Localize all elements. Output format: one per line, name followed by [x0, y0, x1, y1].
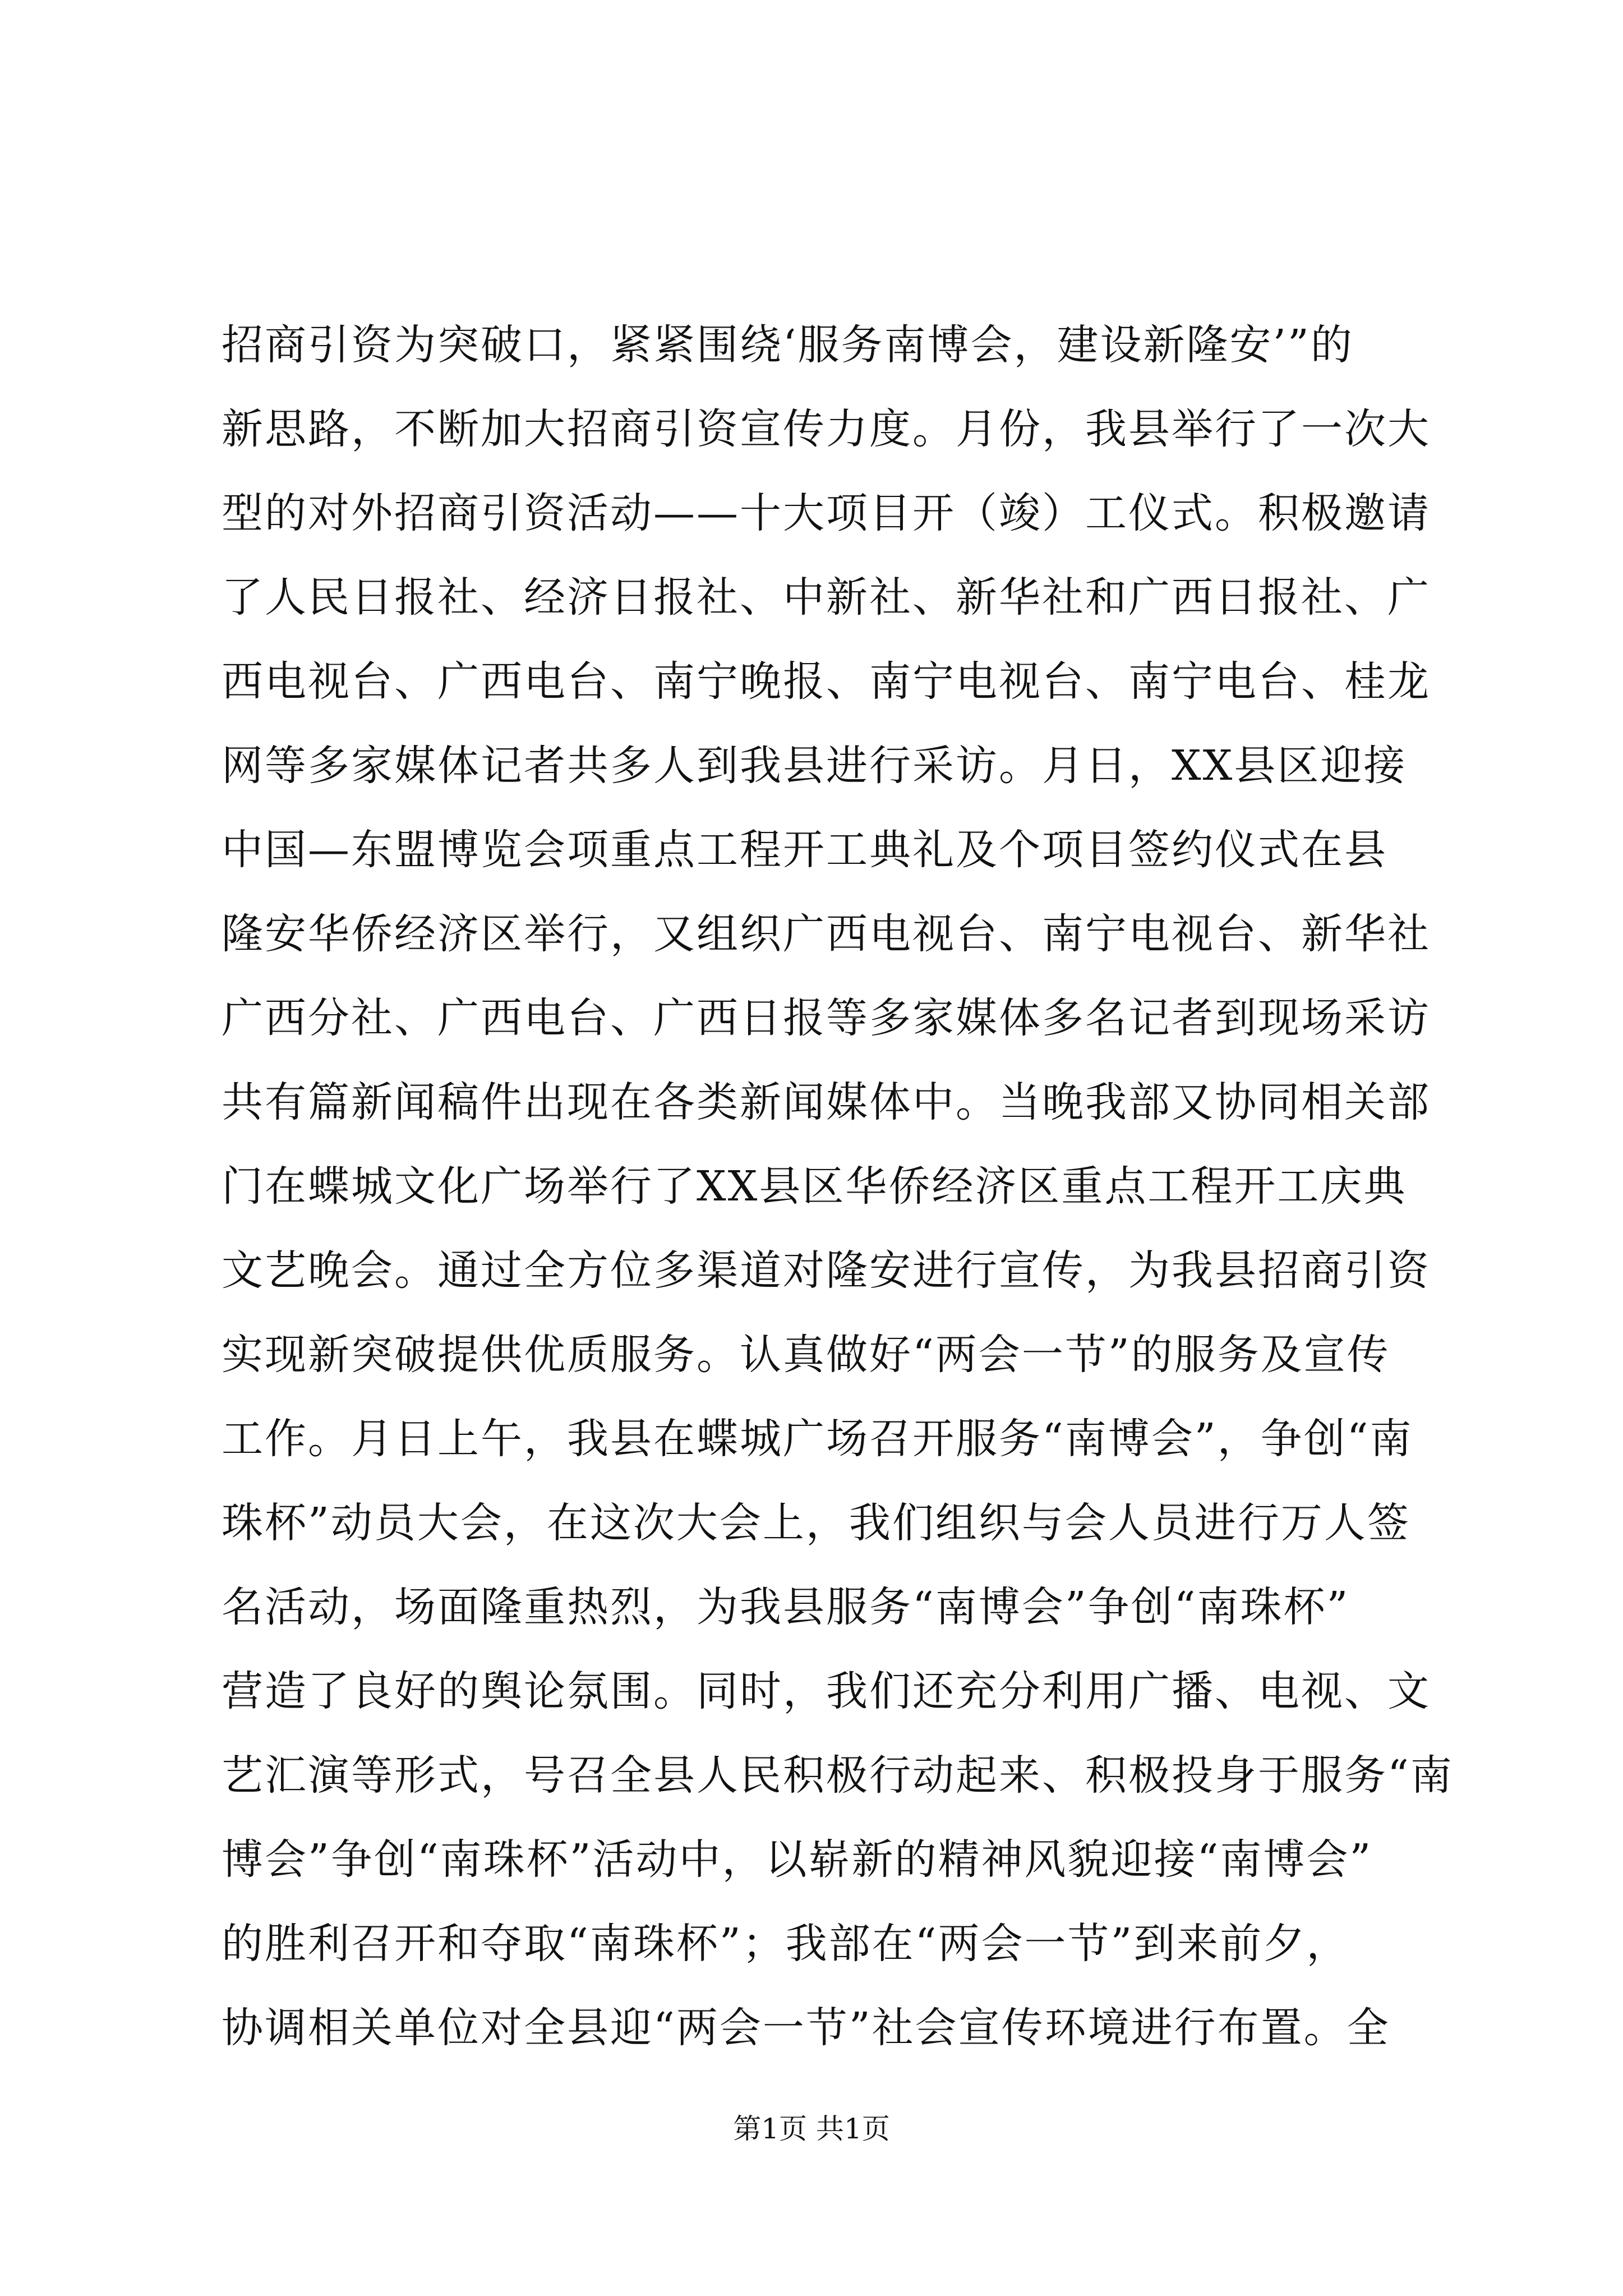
body-text [222, 303, 1454, 2070]
text-line: 名活动，场面隆重热烈，为我县服务“南博会”争创“南珠杯” [222, 1583, 1350, 1631]
text-line: 营造了良好的舆论氛围。同时，我们还充分利用广播、电视、文 [222, 1667, 1431, 1715]
text-line: 招商引资为突破口，紧紧围绕‘服务南博会，建设新隆安’”的 [222, 321, 1354, 369]
text-line: 型的对外招商引资活动——十大项目开（竣）工仪式。积极邀请 [222, 489, 1431, 537]
text-line: 工作。月日上午，我县在蝶城广场召开服务“南博会”，争创“南 [222, 1415, 1413, 1463]
text-line: 博会”争创“南珠杯”活动中，以崭新的精神风貌迎接“南博会” [222, 1835, 1373, 1884]
text-line: 网等多家媒体记者共多人到我县进行采访。月日，XX县区迎接 [222, 742, 1407, 790]
text-line: 广西分社、广西电台、广西日报等多家媒体多名记者到现场采访 [222, 994, 1431, 1042]
page-number-footer: 第1页 共1页 [733, 2113, 890, 2145]
text-line: 中国—东盟博览会项重点工程开工典礼及个项目签约仪式在县 [222, 826, 1387, 874]
text-line: 实现新突破提供优质服务。认真做好“两会一节”的服务及宣传 [222, 1331, 1390, 1379]
text-line: 门在蝶城文化广场举行了XX县区华侨经济区重点工程开工庆典 [222, 1162, 1407, 1211]
text-line: 新思路，不断加大招商引资宣传力度。月份，我县举行了一次大 [222, 405, 1431, 453]
text-line: 共有篇新闻稿件出现在各类新闻媒体中。当晚我部又协同相关部 [222, 1078, 1431, 1126]
text-line: 珠杯”动员大会，在这次大会上，我们组织与会人员进行万人签 [222, 1499, 1410, 1547]
text-line: 隆安华侨经济区举行，又组织广西电视台、南宁电视台、新华社 [222, 910, 1431, 958]
text-line: 协调相关单位对全县迎“两会一节”社会宣传环境进行布置。全 [222, 2004, 1390, 2052]
text-line: 了人民日报社、经济日报社、中新社、新华社和广西日报社、广 [222, 573, 1431, 622]
text-line: 文艺晚会。通过全方位多渠道对隆安进行宣传，为我县招商引资 [222, 1246, 1431, 1295]
text-line: 西电视台、广西电台、南宁晚报、南宁电视台、南宁电台、桂龙 [222, 657, 1431, 706]
text-line: 艺汇演等形式，号召全县人民积极行动起来、积极投身于服务“南 [222, 1751, 1454, 1800]
text-line: 的胜利召开和夺取“南珠杯”；我部在“两会一节”到来前夕， [222, 1920, 1350, 1968]
